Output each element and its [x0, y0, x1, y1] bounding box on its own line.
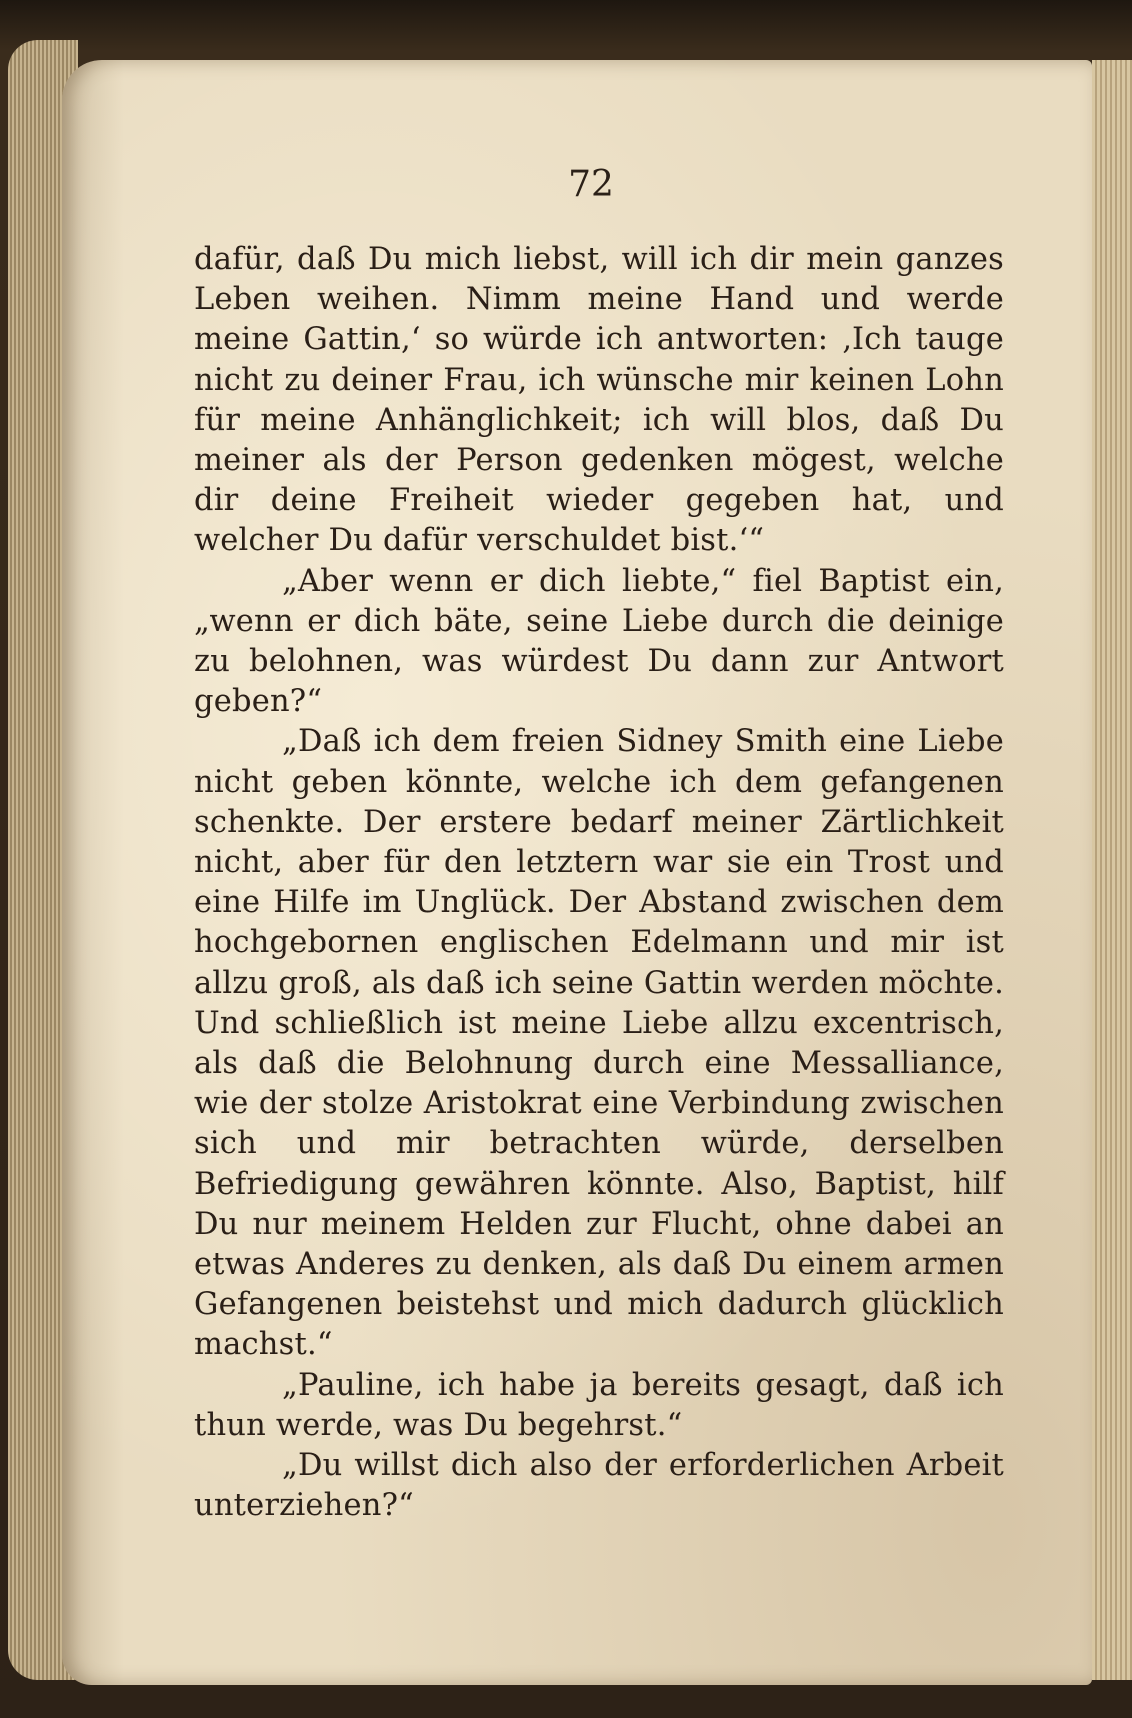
page-number: 72: [568, 164, 614, 205]
body-text: [194, 240, 1004, 1527]
paragraph: „Pauline, ich habe ja bereits gesagt, daß ich thun werde, was Du begehrst.“: [194, 1367, 1004, 1443]
paragraph: dafür, daß Du mich liebst, will ich dir mein ganzes Leben weihen. Nimm meine Hand und werde meine Gattin,‘ so würde ich antworten: ‚Ich tauge nicht zu deiner Frau, ich wünsche mir keinen Lohn für meine Anhänglichkeit; ich will blos, daß Du meiner als der Person gedenken mögest, welche dir deine Freiheit wieder gegeben hat, und welcher Du dafür verschuldet bist.‘“: [194, 242, 1004, 559]
paragraph: „Du willst dich also der erforderlichen Arbeit unterziehen?“: [194, 1448, 1004, 1524]
page-edges-right: [1092, 60, 1132, 1680]
paragraph: „Daß ich dem freien Sidney Smith eine Liebe nicht geben könnte, welche ich dem gefangenen schenkte. Der erstere bedarf meiner Zärtlichkeit nicht, aber für den letztern war sie ein Trost und eine Hilfe im Unglück. Der Abstand zwischen dem hochgebornen englischen Edelmann und mir ist allzu groß, als daß ich seine Gattin werden möchte. Und schließlich ist meine Liebe allzu excentrisch, als daß die Belohnung durch eine Messalliance, wie der stolze Aristokrat eine Verbindung zwischen sich und mir betrachten würde, derselben Befriedigung gewähren könnte. Also, Baptist, hilf Du nur meinem Helden zur Flucht, ohne dabei an etwas Anderes zu denken, als daß Du einem armen Gefangenen beistehst und mich dadurch glücklich machst.“: [194, 724, 1004, 1363]
paragraph: „Aber wenn er dich liebte,“ fiel Baptist ein, „wenn er dich bäte, seine Liebe durch die deinige zu belohnen, was würdest Du dann zur Antwort geben?“: [194, 563, 1004, 720]
